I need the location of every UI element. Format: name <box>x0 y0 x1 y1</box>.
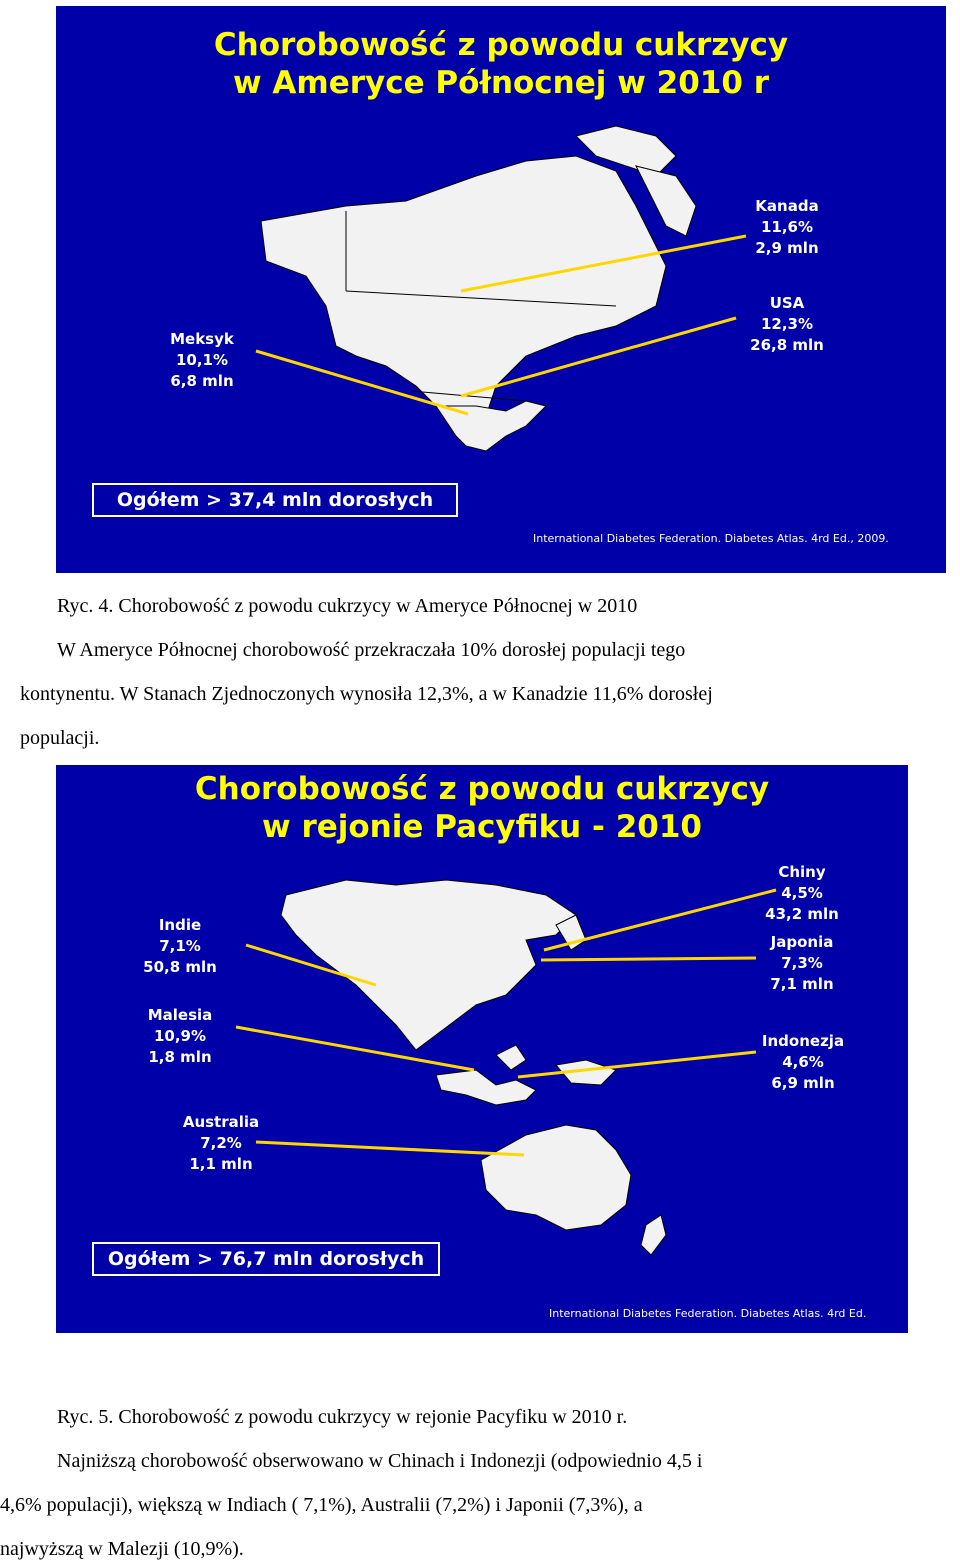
caption-figure-5: Ryc. 5. Chorobowość z powodu cukrzycy w rejonie Pacyfiku w 2010 r. <box>57 1406 628 1428</box>
paragraph-1-line: W Ameryce Północnej chorobowość przekraczała 10% dorosłej populacji tego <box>57 639 686 661</box>
paragraph-1-line: kontynentu. W Stanach Zjednoczonych wynosiła 12,3%, a w Kanadzie 11,6% dorosłej <box>20 683 713 705</box>
callout-indie: Indie 7,1% 50,8 mln <box>143 916 217 976</box>
paragraph-1-line: populacji. <box>20 727 100 749</box>
callout-meksyk: Meksyk 10,1% 6,8 mln <box>170 330 234 390</box>
callout-usa: USA 12,3% 26,8 mln <box>750 294 824 354</box>
paragraph-2-line: Najniższą chorobowość obserwowano w Chinach i Indonezji (odpowiednio 4,5 i <box>57 1450 703 1472</box>
callout-japonia: Japonia 7,3% 7,1 mln <box>770 933 834 993</box>
callout-australia: Australia 7,2% 1,1 mln <box>182 1113 260 1173</box>
figure-title: Chorobowość z powodu cukrzycy w rejonie Pacyfiku - 2010 <box>194 771 770 845</box>
source-citation: International Diabetes Federation. Diabetes Atlas. 4rd Ed. <box>549 1307 867 1320</box>
source-citation: International Diabetes Federation. Diabetes Atlas. 4rd Ed., 2009. <box>533 532 889 545</box>
total-box: Ogółem > 76,7 mln dorosłych <box>92 1242 440 1276</box>
caption-figure-4: Ryc. 4. Chorobowość z powodu cukrzycy w Ameryce Północnej w 2010 <box>57 595 638 617</box>
callout-indonezja: Indonezja 4,6% 6,9 mln <box>761 1032 845 1092</box>
figure-title: Chorobowość z powodu cukrzycy w Ameryce Północnej w 2010 r <box>213 27 789 101</box>
callout-chiny: Chiny 4,5% 43,2 mln <box>765 863 839 923</box>
total-box: Ogółem > 37,4 mln dorosłych <box>92 483 458 517</box>
callout-malesia: Malesia 10,9% 1,8 mln <box>147 1006 213 1066</box>
figure-north-america <box>56 6 946 573</box>
paragraph-2-line: najwyższą w Malezji (10,9%). <box>0 1538 244 1560</box>
paragraph-2-line: 4,6% populacji), większą w Indiach ( 7,1%), Australii (7,2%) i Japonii (7,3%), a <box>0 1494 643 1516</box>
callout-kanada: Kanada 11,6% 2,9 mln <box>755 197 819 257</box>
figure-pacific <box>56 765 908 1333</box>
